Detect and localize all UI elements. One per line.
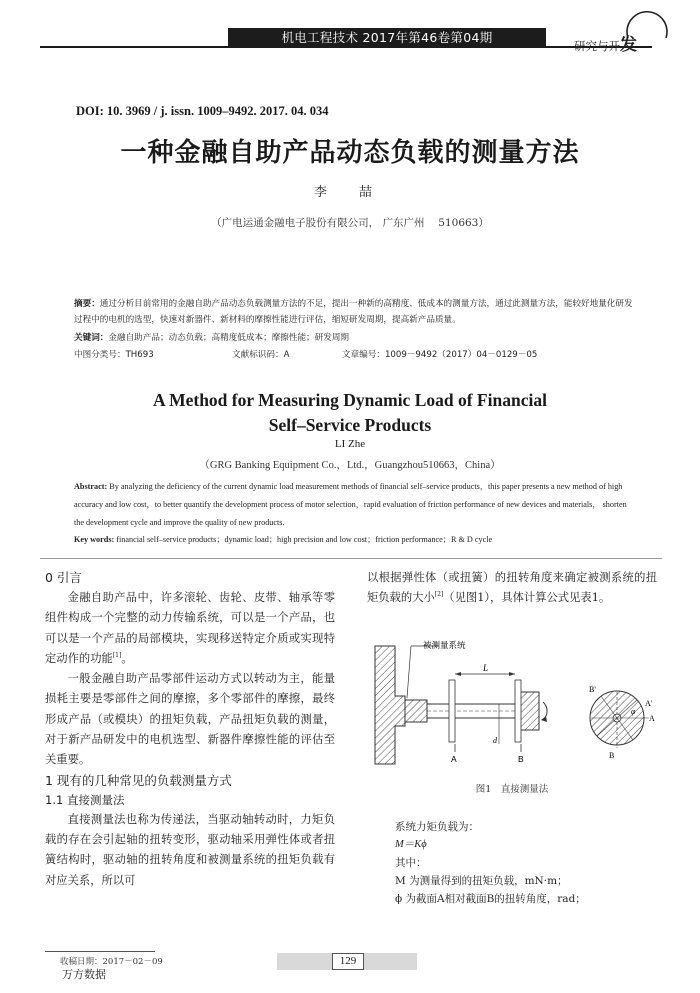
section-1-heading: 1 现有的几种常见的负载测量方式 bbox=[45, 772, 232, 788]
abstract-en bbox=[74, 478, 634, 532]
title-en-line1: A Method for Measuring Dynamic Load of Financial bbox=[153, 390, 547, 410]
affiliation-zh: （广电运通金融电子股份有限公司， 广东广州 510663） bbox=[211, 217, 489, 229]
header-rule bbox=[40, 46, 652, 48]
title-en bbox=[0, 388, 700, 438]
header-arc-decoration bbox=[622, 6, 670, 54]
section-label-last-char: 发 bbox=[620, 35, 637, 55]
equation-intro: 系统力矩负载为： bbox=[395, 821, 479, 833]
fig-label-A-section: A bbox=[649, 714, 655, 723]
fig-label-B-section: B bbox=[609, 751, 615, 760]
received-date: 收稿日期：2017－02－09 bbox=[60, 957, 163, 967]
title-en-line2: Self–Service Products bbox=[268, 415, 432, 435]
classification-line bbox=[74, 347, 634, 363]
keywords-en-text: financial self–service products；dynamic load；high precision and low cost；friction performance；R & D cycle bbox=[114, 535, 493, 544]
right-paragraph-1 bbox=[367, 568, 657, 609]
fig-label-B-prime: B' bbox=[589, 685, 596, 694]
definition-m: M 为测量得到的扭矩负载，mN·m； bbox=[395, 875, 568, 887]
author-en: LI Zhe bbox=[334, 438, 366, 450]
equation-m-k-phi: M＝Kϕ bbox=[395, 839, 427, 850]
where-label: 其中： bbox=[395, 857, 427, 869]
author-zh: 李 喆 bbox=[313, 185, 387, 200]
subsection-1-1-heading: 1.1 直接测量法 bbox=[45, 792, 125, 807]
section-0-paragraph-1 bbox=[45, 588, 335, 669]
fig-label-L: L bbox=[483, 663, 489, 673]
page-number: 129 bbox=[332, 953, 364, 970]
paragraph-text: 以根据弹性体（或扭簧）的扭转角度来确定被测系统的扭矩负载的大小 bbox=[367, 571, 657, 605]
section-0-heading: 0 引言 bbox=[45, 570, 82, 585]
abstract-zh-label: 摘要： bbox=[74, 299, 100, 309]
citation-ref: [1] bbox=[112, 652, 122, 660]
fig-label-A: A bbox=[451, 754, 457, 764]
abstract-en-text: By analyzing the deficiency of the current dynamic load measurement methods of financial self–service products，this paper presents a new method of high accuracy and low cost，to better quantify the development process of motor selection，rapid evaluation of friction performance of new devices and materials， shorten the development cycle and improve the quality of new products. bbox=[74, 482, 627, 527]
fig-label-A-prime: A' bbox=[645, 699, 653, 708]
footnote-rule bbox=[45, 951, 155, 952]
citation-ref: [2] bbox=[434, 591, 444, 599]
fig-label-B: B bbox=[518, 754, 524, 764]
journal-header-label: 机电工程技术 2017年第46卷第04期 bbox=[228, 28, 546, 47]
abstract-zh bbox=[74, 296, 634, 328]
figure-1-caption: 图1 直接测量法 bbox=[475, 784, 549, 795]
body-left-column bbox=[45, 568, 335, 891]
abstract-en-label: Abstract: bbox=[74, 482, 108, 491]
keywords-en-label: Key words: bbox=[74, 535, 115, 544]
keywords-zh bbox=[74, 330, 634, 346]
doi: DOI: 10. 3969 / j. issn. 1009–9492. 2017. 04. 034 bbox=[76, 104, 329, 118]
fig-label-system: 被测量系统 bbox=[423, 641, 466, 651]
fig-label-phi: φ bbox=[631, 707, 636, 716]
clc-code: 中图分类号：TH693 bbox=[74, 350, 154, 360]
body-right-column-bottom bbox=[395, 818, 660, 908]
figure-1-direct-measurement bbox=[367, 640, 662, 770]
title-zh: 一种金融自助产品动态负载的测量方法 bbox=[120, 138, 580, 168]
paragraph-end: （见图1），具体计算公式见表1。 bbox=[443, 591, 611, 605]
database-watermark: 万方数据 bbox=[62, 968, 106, 981]
section-1-paragraph-1: 直接测量法也称为传递法，当驱动轴转动时，力矩负载的存在会引起轴的扭转变形，驱动轴采用弹性体或者扭簧结构时，驱动轴的扭转角度和被测量系统的扭矩负载有对应关系，所以可 bbox=[45, 812, 335, 887]
body-right-column-top bbox=[367, 568, 657, 609]
fig-label-d: d bbox=[493, 736, 497, 745]
doc-code: 文献标识码：A bbox=[232, 350, 290, 360]
abstract-zh-text: 通过分析目前常用的金融自助产品动态负载测量方法的不足，提出一种新的高精度、低成本的测量方法，通过此测量方法，能较好地量化研发过程中的电机的选型，快速对新器件、新材料的摩擦性能进行评估，缩短研发周期，提高新产品质量。 bbox=[74, 299, 633, 325]
section-separator bbox=[40, 558, 662, 559]
keywords-zh-label: 关键词： bbox=[74, 333, 109, 343]
affiliation-en: （GRG Banking Equipment Co.，Ltd.，Guangzhou510663，China） bbox=[199, 460, 501, 471]
definition-phi: ϕ 为截面A相对截面B的扭转角度，rad； bbox=[395, 893, 586, 905]
article-number: 文章编号：1009－9492（2017）04－0129－05 bbox=[342, 350, 538, 360]
keywords-en bbox=[74, 531, 634, 549]
section-0-paragraph-2: 一般金融自助产品零部件运动方式以转动为主，能量损耗主要是零部件之间的摩擦，多个零部件的摩擦，最终形成产品（或模块）的扭矩负载，产品扭矩负载的测量，对于新产品研发中的电机选型、新器件摩擦性能的评估至关重要。 bbox=[45, 672, 335, 767]
keywords-zh-text: 金融自助产品；动态负载；高精度低成本；摩擦性能；研发周期 bbox=[108, 333, 350, 343]
section-label-prefix: 研究与开 bbox=[574, 39, 620, 53]
page-number-bar bbox=[277, 953, 417, 970]
paragraph-end: 。 bbox=[121, 651, 133, 665]
paragraph-text: 金融自助产品中，许多滚轮、齿轮、皮带、轴承等零组件构成一个完整的动力传输系统，可以是一个产品，也可以是一个产品的局部模块，实现移送特定介质或实现特定动作的功能 bbox=[45, 591, 335, 665]
